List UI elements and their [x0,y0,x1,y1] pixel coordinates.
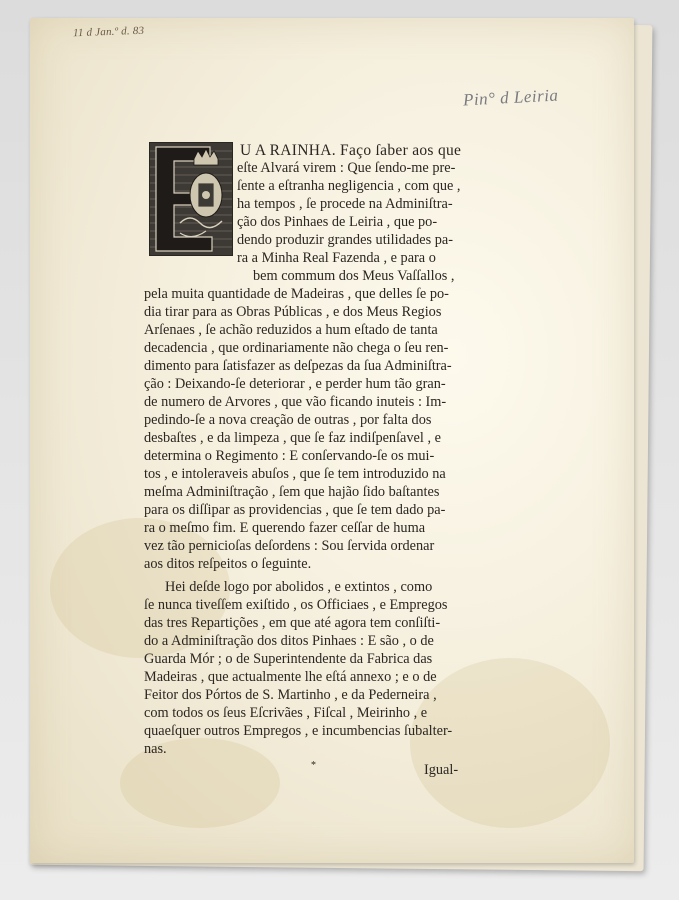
text-line: Hei deſde logo por abolidos , e extintos , como [165,579,433,595]
text-line: com todos os ſeus Eſcrivães , Fiſcal , Meirinho , e [144,705,428,721]
text-line: para os diſſipar as providencias , que ſe tem dado pa- [144,502,446,518]
text-line: Guarda Mór ; o de Superintendente da Fabrica das [144,651,433,667]
text-line: das tres Repartições , em que até agora tem conſiſti- [144,615,441,631]
text-line: de numero de Arvores , que vão ficando inuteis : Im- [144,394,447,410]
text-line: Feitor dos Pórtos de S. Martinho , e da Pederneira , [144,687,437,703]
text-line: U A RAINHA. Faço ſaber aos que [240,142,462,159]
text-line: dendo produzir grandes utilidades pa- [237,232,453,248]
text-line: aos ditos reſpeitos o ſeguinte. [144,556,312,572]
text-line: Arſenaes , ſe achão reduzidos a hum eſtado de tanta [144,322,438,338]
text-line: vez tão pernicioſas deſordens : Sou ſervida ordenar [144,538,435,554]
catchword: Igual- [424,762,459,778]
handwritten-reference-note: 11 d Jan.º d. 83 [72,24,145,40]
text-line: ſente a eſtranha negligencia , com que , [237,178,461,194]
text-line: dia tirar para as Obras Públicas , e dos Meus Regios [144,304,442,320]
text-line: meſma Adminiſtração , ſem que hajão ſido baſtantes [144,484,440,500]
text-line: quaeſquer outros Empregos , e incumbencias ſubalter- [144,723,453,739]
text-line: ra a Minha Real Fazenda , e para o [237,250,436,266]
text-line: dimento para ſatisfazer as deſpezas da ſua Adminiſtra- [144,358,452,374]
text-line: ra o meſmo fim. E querendo fazer ceſſar de huma [144,520,426,536]
text-line: ção dos Pinhaes de Leiria , que po- [237,214,438,230]
text-line: eſte Alvará virem : Que ſendo-me pre- [237,160,456,176]
text-line: bem commum dos Meus Vaſſallos , [253,268,455,284]
text-line: pela muita quantidade de Madeiras , que delles ſe po- [144,286,449,302]
text-line: desbaſtes , e da limpeza , que ſe faz indiſpenſavel , e [144,430,441,446]
text-line: Madeiras , que actualmente lhe eſtá annexo ; e o de [144,669,437,685]
text-line: pedindo-ſe a nova creação de outras , por falta dos [144,412,432,428]
text-line: ção : Deixando-ſe deteriorar , e perder hum tão gran- [144,376,446,392]
text-line: ſe nunca tiveſſem exiſtido , os Officiaes , e Empregos [144,597,448,613]
text-line: ha tempos , ſe procede na Adminiſtra- [237,196,453,212]
text-line: nas. [144,741,167,757]
handwritten-place-note: Pin° d Leiria [462,85,559,110]
text-line: decadencia , que ordinariamente não chega o ſeu ren- [144,340,449,356]
text-line: determina o Regimento : E conſervando-ſe os mui- [144,448,435,464]
text-line: do a Adminiſtração dos ditos Pinhaes : E são , o de [144,633,434,649]
text-line: tos , e intoleraveis abuſos , que ſe tem introduzido na [144,466,446,482]
signature-mark: * [311,760,316,771]
